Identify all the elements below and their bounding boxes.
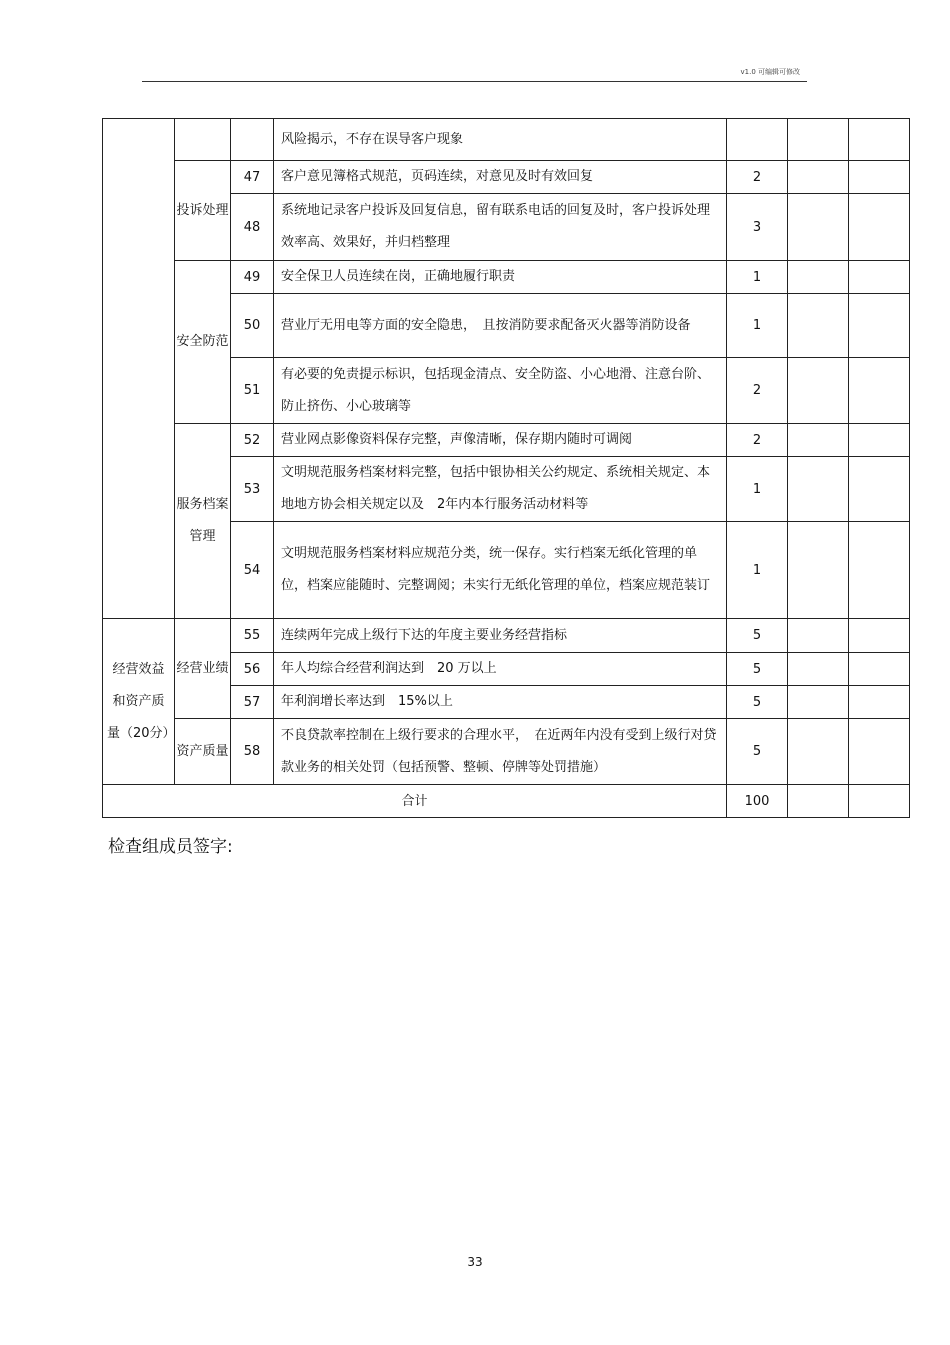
item-criteria: 系统地记录客户投诉及回复信息，留有联系电话的回复及时，客户投诉处理效率高、效果好，并归档整理: [274, 194, 727, 261]
item-number: 52: [231, 424, 274, 457]
item-number: 58: [231, 719, 274, 785]
blank-cell: [849, 457, 910, 522]
table-row: [103, 424, 910, 457]
item-number: 57: [231, 686, 274, 719]
blank-cell: [849, 424, 910, 457]
item-criteria: 年人均综合经营利润达到 20 万以上: [274, 653, 727, 686]
subcategory-security: 安全防范: [175, 261, 231, 424]
blank-cell: [788, 619, 849, 653]
table-row: [103, 261, 910, 294]
inspection-score-table: [102, 118, 910, 818]
blank-cell: [788, 358, 849, 424]
subcategory-asset-quality: 资产质量: [175, 719, 231, 785]
item-criteria: 有必要的免责提示标识，包括现金清点、安全防盗、小心地滑、注意台阶、防止挤伤、小心玻璃等: [274, 358, 727, 424]
subcategory-archives: 服务档案管理: [175, 424, 231, 619]
blank-cell: [788, 194, 849, 261]
item-score: 2: [727, 161, 788, 194]
category-operating-results: 经营效益和资产质量（20分）: [103, 619, 175, 785]
blank-cell: [849, 161, 910, 194]
item-score: 5: [727, 619, 788, 653]
blank-cell: [849, 261, 910, 294]
item-number: 48: [231, 194, 274, 261]
item-criteria: 年利润增长率达到 15%以上: [274, 686, 727, 719]
blank-cell: [849, 294, 910, 358]
item-number: 51: [231, 358, 274, 424]
signature-label: 检查组成员签字:: [108, 837, 233, 857]
item-number: 50: [231, 294, 274, 358]
blank-cell: [788, 653, 849, 686]
table-row: [103, 161, 910, 194]
item-criteria: 营业厅无用电等方面的安全隐患， 且按消防要求配备灭火器等消防设备: [274, 294, 727, 358]
item-score: 1: [727, 261, 788, 294]
blank-cell: [788, 686, 849, 719]
total-row: [103, 785, 910, 818]
item-number: 55: [231, 619, 274, 653]
item-score: 5: [727, 719, 788, 785]
subcategory-cell: [175, 119, 231, 161]
item-number: [231, 119, 274, 161]
blank-cell: [788, 457, 849, 522]
subcategory-performance: 经营业绩: [175, 619, 231, 719]
blank-cell: [849, 686, 910, 719]
item-score: 2: [727, 358, 788, 424]
item-score: 5: [727, 686, 788, 719]
version-tag: v1.0 可编辑可修改: [740, 68, 800, 76]
item-criteria: 文明规范服务档案材料应规范分类，统一保存。实行档案无纸化管理的单位，档案应能随时、完整调阅；未实行无纸化管理的单位，档案应规范装订: [274, 522, 727, 619]
table-row: [103, 619, 910, 653]
item-score: [727, 119, 788, 161]
blank-cell: [788, 785, 849, 818]
item-number: 54: [231, 522, 274, 619]
item-number: 53: [231, 457, 274, 522]
blank-cell: [849, 785, 910, 818]
item-score: 3: [727, 194, 788, 261]
blank-cell: [849, 653, 910, 686]
item-number: 47: [231, 161, 274, 194]
blank-cell: [849, 619, 910, 653]
blank-cell: [849, 719, 910, 785]
blank-cell: [849, 358, 910, 424]
item-score: 1: [727, 457, 788, 522]
total-score: 100: [727, 785, 788, 818]
item-criteria: 不良贷款率控制在上级行要求的合理水平， 在近两年内没有受到上级行对贷款业务的相关处罚（包括预警、整顿、停牌等处罚措施）: [274, 719, 727, 785]
blank-cell: [788, 161, 849, 194]
item-number: 56: [231, 653, 274, 686]
category-cell-service: [103, 119, 175, 619]
blank-cell: [849, 194, 910, 261]
item-score: 1: [727, 522, 788, 619]
item-criteria: 文明规范服务档案材料完整，包括中银协相关公约规定、系统相关规定、本地地方协会相关规定以及 2年内本行服务活动材料等: [274, 457, 727, 522]
item-criteria: 风险揭示，不存在误导客户现象: [274, 119, 727, 161]
page-number: 33: [467, 1255, 483, 1269]
header-divider: [142, 81, 807, 82]
subcategory-complaints: 投诉处理: [175, 161, 231, 261]
item-score: 1: [727, 294, 788, 358]
total-label: 合计: [103, 785, 727, 818]
blank-cell: [788, 294, 849, 358]
blank-cell: [849, 522, 910, 619]
blank-cell: [788, 119, 849, 161]
item-criteria: 安全保卫人员连续在岗，正确地履行职责: [274, 261, 727, 294]
table-row: [103, 119, 910, 161]
item-number: 49: [231, 261, 274, 294]
blank-cell: [788, 424, 849, 457]
blank-cell: [788, 261, 849, 294]
blank-cell: [849, 119, 910, 161]
blank-cell: [788, 719, 849, 785]
item-criteria: 连续两年完成上级行下达的年度主要业务经营指标: [274, 619, 727, 653]
item-score: 5: [727, 653, 788, 686]
item-criteria: 客户意见簿格式规范，页码连续，对意见及时有效回复: [274, 161, 727, 194]
item-criteria: 营业网点影像资料保存完整，声像清晰，保存期内随时可调阅: [274, 424, 727, 457]
blank-cell: [788, 522, 849, 619]
table-row: [103, 719, 910, 785]
item-score: 2: [727, 424, 788, 457]
